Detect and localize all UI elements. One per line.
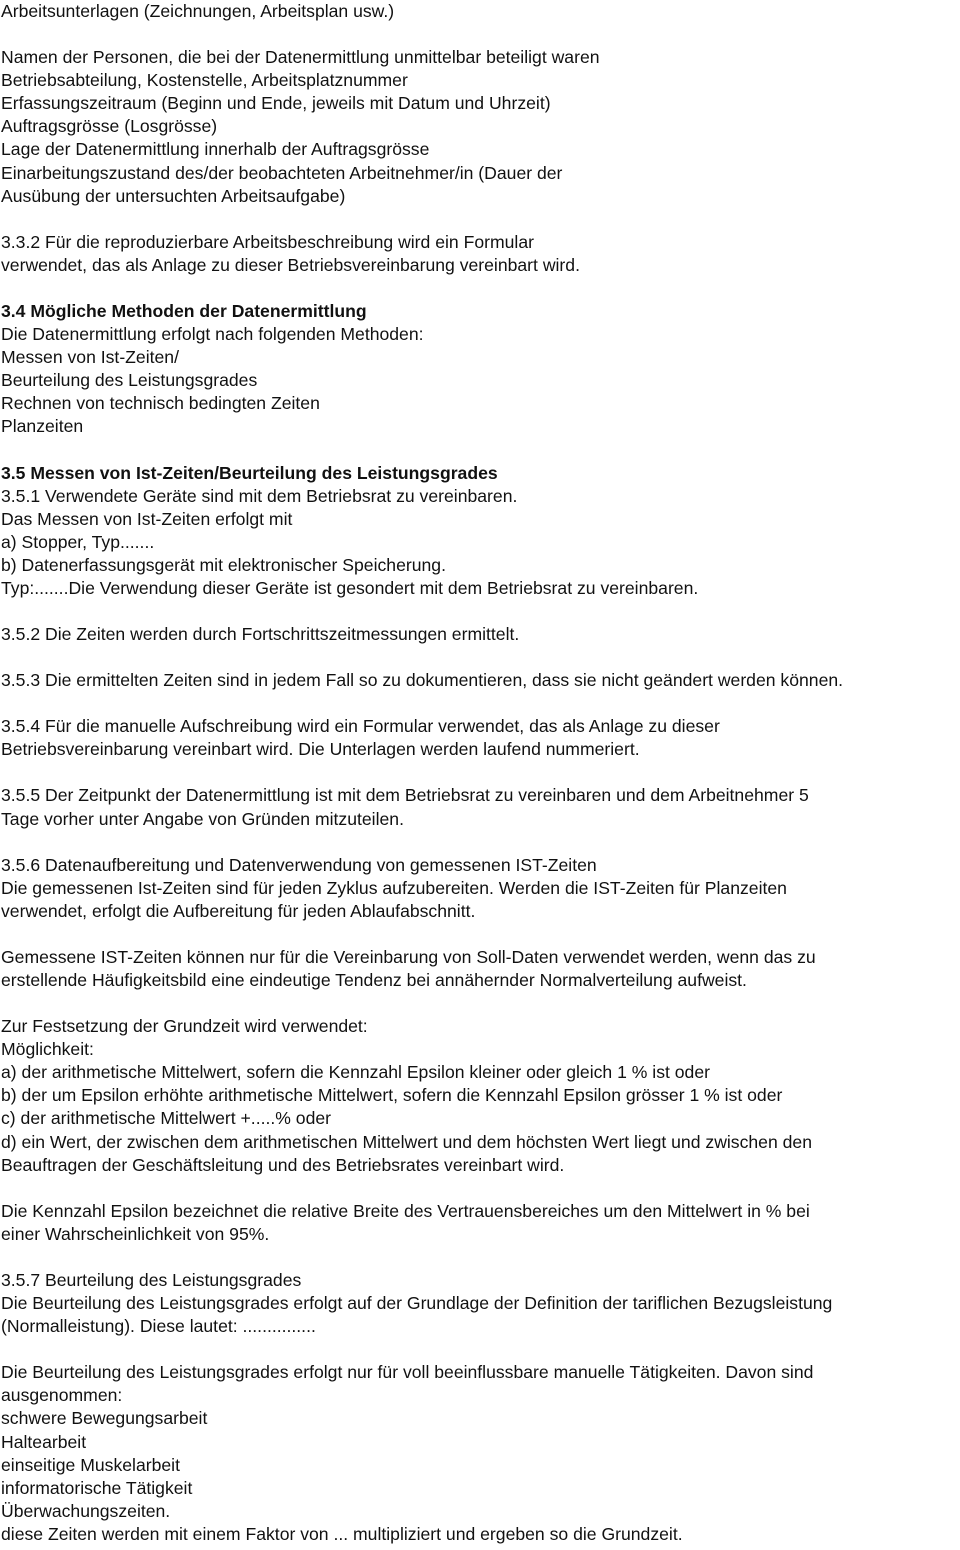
text-line: informatorische Tätigkeit bbox=[1, 1477, 193, 1498]
document-page bbox=[1, 0, 959, 1546]
text-line: Überwachungszeiten. bbox=[1, 1500, 171, 1521]
paragraph-section-3-5-2 bbox=[1, 623, 959, 646]
paragraph-gap bbox=[1, 761, 959, 784]
text-line: Tage vorher unter Angabe von Gründen mitzuteilen. bbox=[1, 808, 404, 829]
text-line: b) Datenerfassungsgerät mit elektronischer Speicherung. bbox=[1, 554, 446, 575]
text-line: einer Wahrscheinlichkeit von 95%. bbox=[1, 1223, 270, 1244]
text-line: einseitige Muskelarbeit bbox=[1, 1454, 180, 1475]
text-line: Das Messen von Ist-Zeiten erfolgt mit bbox=[1, 508, 293, 529]
text-line: 3.5.3 Die ermittelten Zeiten sind in jedem Fall so zu dokumentieren, dass sie nicht geändert werden können. bbox=[1, 670, 844, 691]
paragraph-gap bbox=[1, 1177, 959, 1200]
text-line: b) der um Epsilon erhöhte arithmetische Mittelwert, sofern die Kennzahl Epsilon grösser 1 % ist oder bbox=[1, 1085, 783, 1106]
text-line: Einarbeitungszustand des/der beobachteten Arbeitnehmer/in (Dauer der bbox=[1, 162, 563, 183]
text-line: Gemessene IST-Zeiten können nur für die Vereinbarung von Soll-Daten verwendet werden, wenn das zu bbox=[1, 946, 816, 967]
paragraph-gap bbox=[1, 992, 959, 1015]
paragraph-gap bbox=[1, 692, 959, 715]
paragraph-gap bbox=[1, 439, 959, 462]
paragraph-section-3-5-5 bbox=[1, 784, 959, 830]
paragraph-gap bbox=[1, 208, 959, 231]
paragraph-section-3-4 bbox=[1, 300, 959, 439]
text-line: (Normalleistung). Diese lautet: ............... bbox=[1, 1316, 316, 1337]
text-line: a) Stopper, Typ....... bbox=[1, 531, 155, 552]
paragraph-section-3-5-6 bbox=[1, 854, 959, 923]
paragraph-section-3-5-4 bbox=[1, 715, 959, 761]
text-line: ausgenommen: bbox=[1, 1385, 123, 1406]
text-line: 3.5.1 Verwendete Geräte sind mit dem Betriebsrat zu vereinbaren. bbox=[1, 485, 518, 506]
text-line: erstellende Häufigkeitsbild eine eindeutige Tendenz bei annähernder Normalverteilung aufweist. bbox=[1, 970, 747, 990]
paragraph-grundzeit bbox=[1, 1015, 959, 1177]
text-line: Auftragsgrösse (Losgrösse) bbox=[1, 116, 218, 137]
text-line: Zur Festsetzung der Grundzeit wird verwendet: bbox=[1, 1016, 368, 1037]
text-line: verwendet, das als Anlage zu dieser Betriebsvereinbarung vereinbart wird. bbox=[1, 254, 580, 275]
paragraph-section-3-5 bbox=[1, 462, 959, 601]
text-line: Arbeitsunterlagen (Zeichnungen, Arbeitsplan usw.) bbox=[1, 1, 395, 21]
text-line: a) der arithmetische Mittelwert, sofern die Kennzahl Epsilon kleiner oder gleich 1 % ist oder bbox=[1, 1062, 710, 1083]
paragraph-soll-daten bbox=[1, 946, 959, 992]
paragraph-gap bbox=[1, 646, 959, 669]
text-line: 3.5.2 Die Zeiten werden durch Fortschrittszeitmessungen ermittelt. bbox=[1, 624, 520, 645]
text-line: Ausübung der untersuchten Arbeitsaufgabe) bbox=[1, 185, 346, 206]
paragraph-ausnahmen bbox=[1, 1361, 959, 1546]
text-line: Betriebsvereinbarung vereinbart wird. Die Unterlagen werden laufend nummeriert. bbox=[1, 739, 640, 760]
text-line: Die Kennzahl Epsilon bezeichnet die relative Breite des Vertrauensbereiches um den Mittelwert in % bei bbox=[1, 1200, 810, 1221]
text-line: Die Beurteilung des Leistungsgrades erfolgt nur für voll beeinflussbare manuelle Tätigkeiten. Davon sind bbox=[1, 1362, 814, 1383]
text-line: d) ein Wert, der zwischen dem arithmetischen Mittelwert und dem höchsten Wert liegt und zwischen den bbox=[1, 1131, 812, 1152]
text-line: Messen von Ist-Zeiten/ bbox=[1, 347, 179, 368]
text-line: 3.3.2 Für die reproduzierbare Arbeitsbeschreibung wird ein Formular bbox=[1, 231, 534, 252]
text-line: Möglichkeit: bbox=[1, 1039, 94, 1060]
text-line: 3.5.4 Für die manuelle Aufschreibung wird ein Formular verwendet, das als Anlage zu dieser bbox=[1, 716, 720, 737]
text-line: Planzeiten bbox=[1, 416, 84, 437]
paragraph-intro-tail bbox=[1, 0, 959, 23]
text-line: Haltearbeit bbox=[1, 1431, 87, 1452]
paragraph-gap bbox=[1, 1338, 959, 1361]
paragraph-gap bbox=[1, 23, 959, 46]
text-line: c) der arithmetische Mittelwert +.....% oder bbox=[1, 1108, 331, 1129]
text-line: Die gemessenen Ist-Zeiten sind für jeden Zyklus aufzubereiten. Werden die IST-Zeiten für Planzeiten bbox=[1, 877, 787, 898]
paragraph-epsilon bbox=[1, 1200, 959, 1246]
text-line: verwendet, erfolgt die Aufbereitung für jeden Ablaufabschnitt. bbox=[1, 900, 476, 921]
paragraph-section-3-5-3 bbox=[1, 669, 959, 692]
text-line: 3.5.7 Beurteilung des Leistungsgrades bbox=[1, 1269, 302, 1290]
text-line: Rechnen von technisch bedingten Zeiten bbox=[1, 393, 320, 414]
text-line: Namen der Personen, die bei der Datenermittlung unmittelbar beteiligt waren bbox=[1, 47, 600, 68]
paragraph-gap bbox=[1, 600, 959, 623]
text-line: Beauftragen der Geschäftsleitung und des Betriebsrates vereinbart wird. bbox=[1, 1154, 565, 1175]
paragraph-gap bbox=[1, 923, 959, 946]
paragraph-gap bbox=[1, 1246, 959, 1269]
paragraph-section-3-5-7 bbox=[1, 1269, 959, 1338]
section-heading: 3.5 Messen von Ist-Zeiten/Beurteilung des Leistungsgrades bbox=[1, 462, 498, 483]
section-heading: 3.4 Mögliche Methoden der Datenermittlung bbox=[1, 300, 367, 321]
text-line: Betriebsabteilung, Kostenstelle, Arbeitsplatznummer bbox=[1, 70, 408, 91]
text-line: Die Datenermittlung erfolgt nach folgenden Methoden: bbox=[1, 324, 424, 345]
text-line: 3.5.6 Datenaufbereitung und Datenverwendung von gemessenen IST-Zeiten bbox=[1, 854, 597, 875]
text-line: Beurteilung des Leistungsgrades bbox=[1, 370, 258, 391]
paragraph-section-3-3-2 bbox=[1, 231, 959, 277]
paragraph-gap bbox=[1, 277, 959, 300]
paragraph-gap bbox=[1, 831, 959, 854]
text-line: Lage der Datenermittlung innerhalb der Auftragsgrösse bbox=[1, 139, 430, 160]
text-line: Erfassungszeitraum (Beginn und Ende, jeweils mit Datum und Uhrzeit) bbox=[1, 93, 551, 114]
text-line: 3.5.5 Der Zeitpunkt der Datenermittlung ist mit dem Betriebsrat zu vereinbaren und dem Arbeitnehmer 5 bbox=[1, 785, 809, 806]
text-line: schwere Bewegungsarbeit bbox=[1, 1408, 208, 1429]
paragraph-personen-liste bbox=[1, 46, 959, 208]
text-line: Typ:.......Die Verwendung dieser Geräte ist gesondert mit dem Betriebsrat zu vereinbaren. bbox=[1, 577, 699, 598]
text-line: Die Beurteilung des Leistungsgrades erfolgt auf der Grundlage der Definition der tariflichen Bezugsleistung bbox=[1, 1293, 833, 1314]
text-line: diese Zeiten werden mit einem Faktor von ... multipliziert und ergeben so die Grundzeit. bbox=[1, 1523, 683, 1544]
